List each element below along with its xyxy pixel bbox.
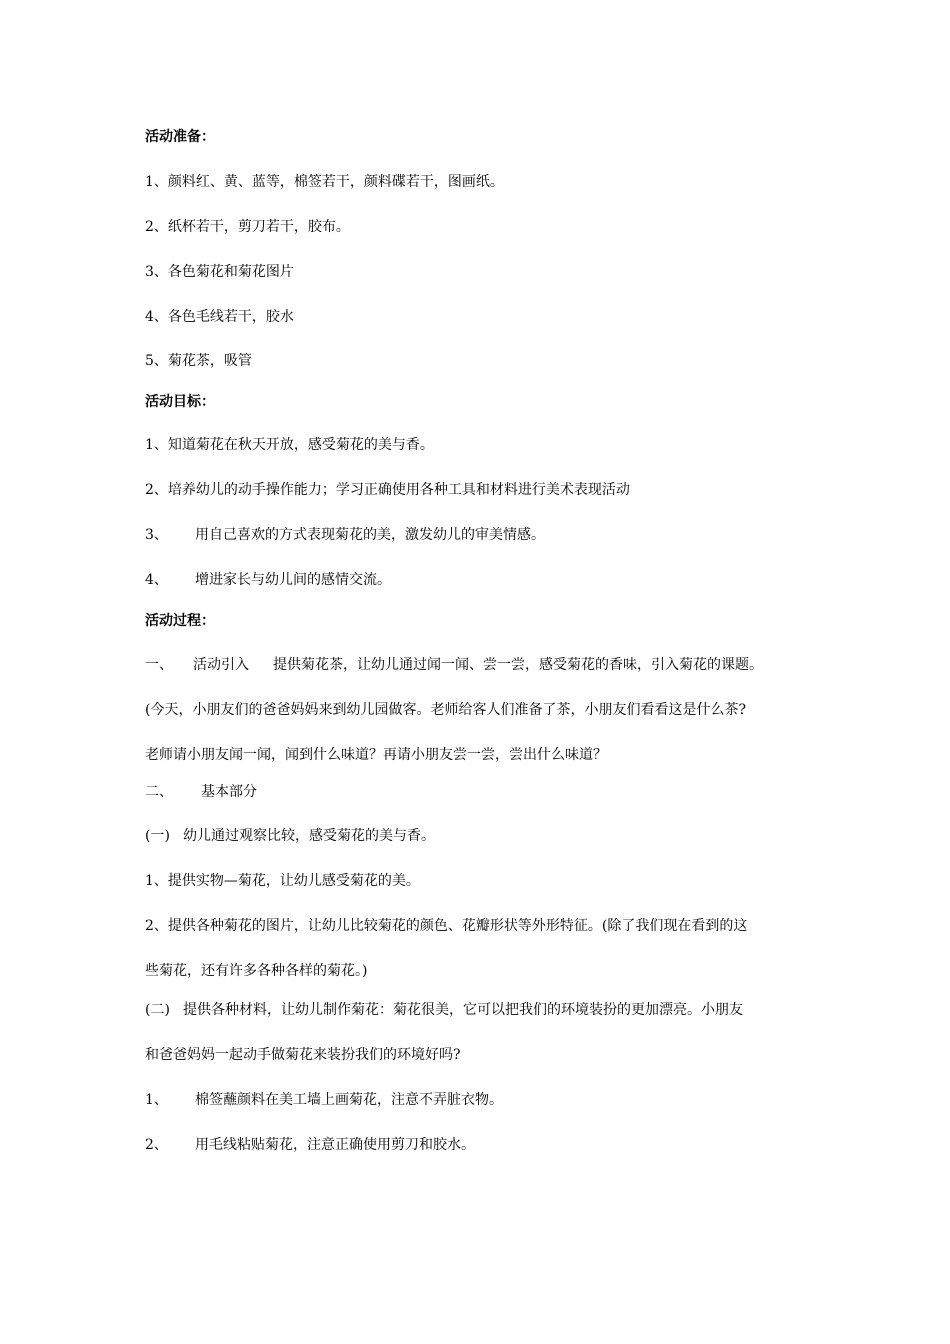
process-section-1 — [145, 656, 763, 674]
goal-item-1: 1、知道菊花在秋天开放，感受菊花的美与香。 — [145, 437, 434, 453]
goal-item-2: 2、培养幼儿的动手操作能力；学习正确使用各种工具和材料进行美术表现活动 — [145, 482, 630, 498]
subsection-2-number: (二) — [145, 1002, 170, 1018]
subsection-2-item-1-number: 1、 — [145, 1092, 168, 1108]
subsection-1-item-2-line-2: 些菊花，还有许多各种各样的菊花。) — [145, 963, 368, 979]
goals-heading: 活动目标： — [145, 394, 215, 410]
goal-item-4 — [145, 571, 391, 589]
goal-item-3 — [145, 526, 545, 544]
goal-item-3-number: 3、 — [145, 527, 168, 543]
subsection-2-item-2 — [145, 1136, 475, 1154]
subsection-1 — [145, 827, 435, 845]
section-2-number: 二、 — [145, 784, 173, 800]
subsection-2-item-2-number: 2、 — [145, 1137, 168, 1153]
prep-heading: 活动准备： — [145, 129, 215, 145]
process-para-1-line-2: 老师请小朋友闻一闻，闻到什么味道？再请小朋友尝一尝，尝出什么味道？ — [145, 747, 607, 763]
prep-item-5: 5、菊花茶，吸管 — [145, 353, 252, 369]
subsection-2-line-1 — [145, 1001, 743, 1019]
goal-item-3-text: 用自己喜欢的方式表现菊花的美，激发幼儿的审美情感。 — [195, 527, 545, 543]
subsection-1-item-2-line-1: 2、提供各种菊花的图片，让幼儿比较菊花的颜色、花瓣形状等外形特征。(除了我们现在看到的这 — [145, 918, 748, 934]
process-section-2 — [145, 783, 257, 801]
process-heading: 活动过程： — [145, 613, 215, 629]
prep-item-4: 4、各色毛线若干，胶水 — [145, 309, 294, 325]
goal-item-4-text: 增进家长与幼儿间的感情交流。 — [195, 572, 391, 588]
section-1-title: 活动引入 — [193, 657, 249, 673]
prep-item-3: 3、各色菊花和菊花图片 — [145, 264, 294, 280]
subsection-2-text: 提供各种材料，让幼儿制作菊花：菊花很美，它可以把我们的环境装扮的更加漂亮。小朋友 — [183, 1002, 743, 1018]
subsection-1-number: (一) — [145, 828, 170, 844]
section-2-title: 基本部分 — [201, 784, 257, 800]
subsection-2-line-2: 和爸爸妈妈一起动手做菊花来装扮我们的环境好吗? — [145, 1047, 461, 1063]
subsection-1-item-1: 1、提供实物—菊花，让幼儿感受菊花的美。 — [145, 873, 420, 889]
goal-item-4-number: 4、 — [145, 572, 168, 588]
subsection-2-item-1-text: 棉签蘸颜料在美工墙上画菊花，注意不弄脏衣物。 — [195, 1092, 503, 1108]
section-1-number: 一、 — [145, 657, 173, 673]
subsection-1-text: 幼儿通过观察比较，感受菊花的美与香。 — [183, 828, 435, 844]
prep-item-1: 1、颜料红、黄、蓝等，棉签若干，颜料碟若干，图画纸。 — [145, 174, 504, 190]
process-para-1-line-1: (今天，小朋友们的爸爸妈妈来到幼儿园做客。老师给客人们准备了茶，小朋友们看看这是什么茶? — [145, 702, 746, 718]
section-1-text: 提供菊花茶，让幼儿通过闻一闻、尝一尝，感受菊花的香味，引入菊花的课题。 — [273, 657, 763, 673]
prep-item-2: 2、纸杯若干，剪刀若干，胶布。 — [145, 219, 350, 235]
subsection-2-item-1 — [145, 1091, 503, 1109]
subsection-2-item-2-text: 用毛线粘贴菊花，注意正确使用剪刀和胶水。 — [195, 1137, 475, 1153]
